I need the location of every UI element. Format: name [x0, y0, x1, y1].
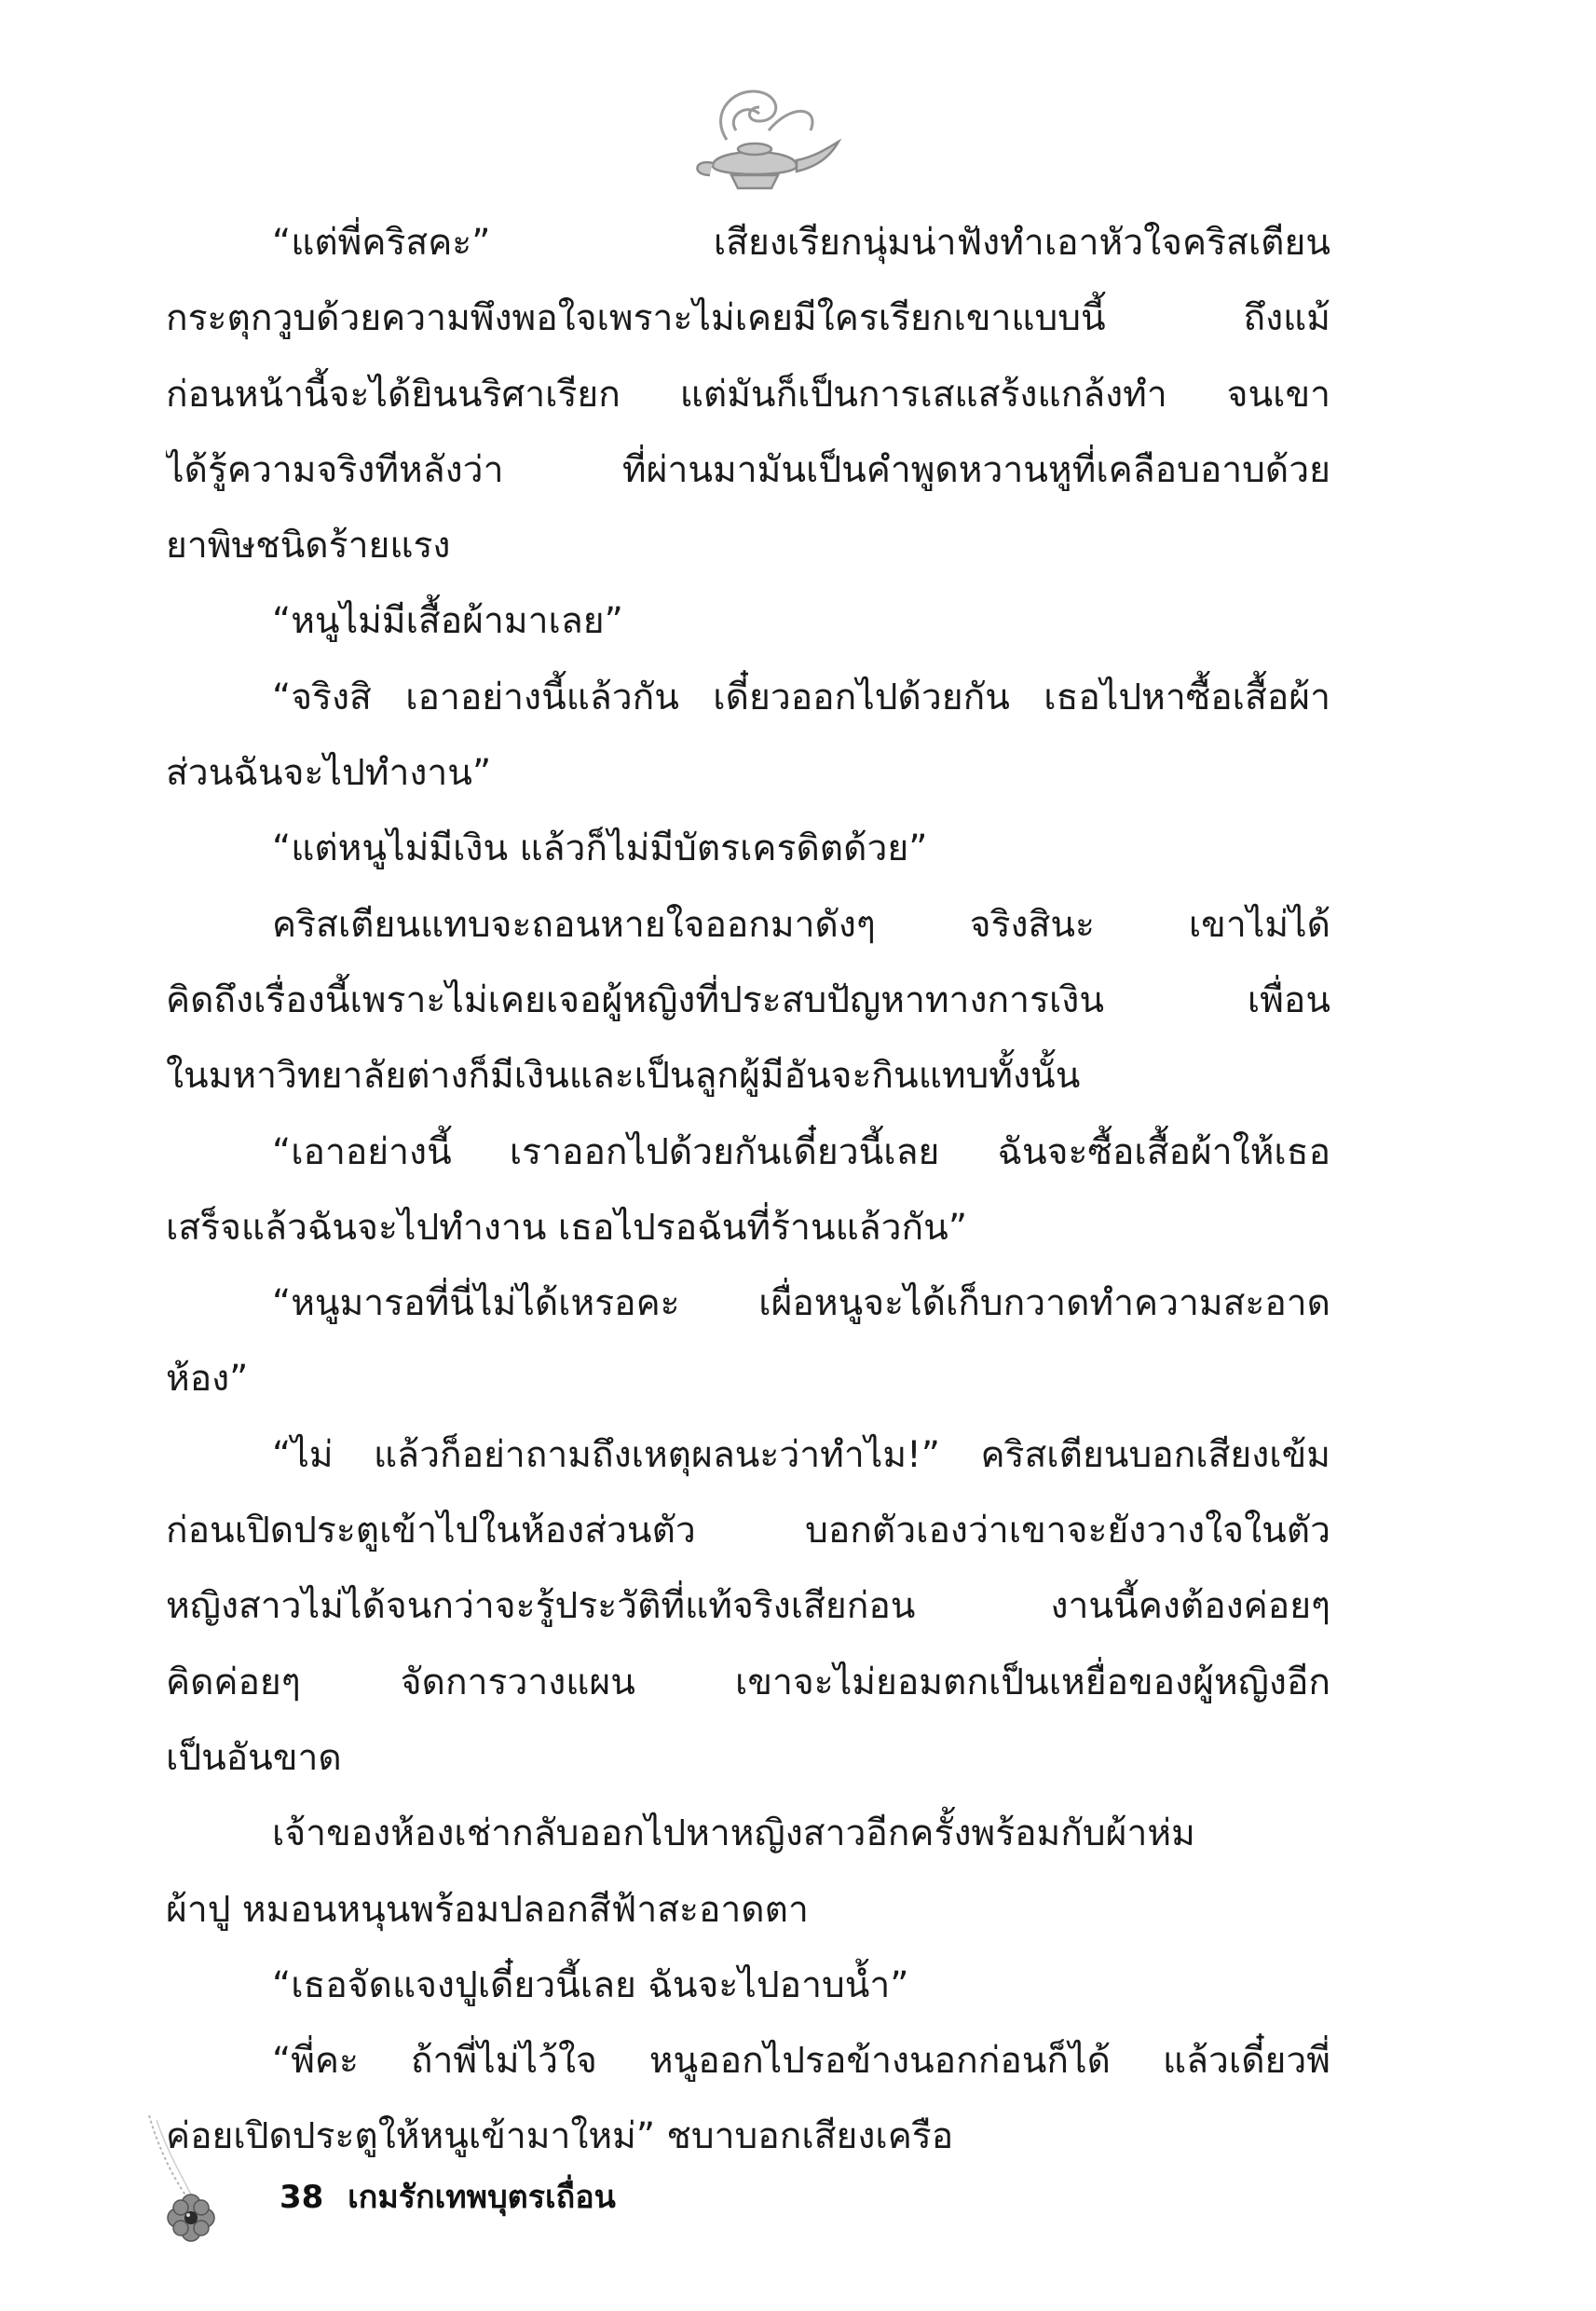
book-title: เกมรักเทพบุตรเถื่อน: [348, 2179, 616, 2216]
text-line: กระตุกวูบด้วยความพึงพอใจเพราะไม่เคยมีใครเรียกเขาแบบนี้ ถึงแม้: [166, 297, 1330, 340]
text-line: “หนูไม่มีเสื้อผ้ามาเลย”: [272, 600, 623, 643]
text-line: ค่อยเปิดประตูให้หนูเข้ามาใหม่” ชบาบอกเสียงเครือ: [166, 2115, 954, 2158]
text-line: ก่อนเปิดประตูเข้าไปในห้องส่วนตัว บอกตัวเองว่าเขาจะยังวางใจในตัว: [166, 1510, 1330, 1552]
text-line: ผ้าปู หมอนหนุนพร้อมปลอกสีฟ้าสะอาดตา: [166, 1888, 809, 1931]
page-number: 38: [280, 2179, 324, 2216]
page-footer: [280, 2171, 629, 2222]
text-line: ส่วนฉันจะไปทำงาน”: [166, 752, 492, 795]
text-line: “เอาอย่างนี้ เราออกไปด้วยกันเดี๋ยวนี้เลย ฉันจะซื้อเสื้อผ้าให้เธอ: [272, 1130, 1330, 1173]
text-line: “เธอจัดแจงปูเดี๋ยวนี้เลย ฉันจะไปอาบน้ำ”: [272, 1963, 909, 2006]
text-line: คริสเตียนแทบจะถอนหายใจออกมาดังๆ จริงสินะ เขาไม่ได้: [272, 903, 1330, 946]
text-line: ก่อนหน้านี้จะได้ยินนริศาเรียก แต่มันก็เป็นการเสแสร้งแกล้งทำ จนเขา: [166, 373, 1330, 416]
text-line: เจ้าของห้องเช่ากลับออกไปหาหญิงสาวอีกครั้งพร้อมกับผ้าห่ม: [272, 1812, 1195, 1855]
text-line: เป็นอันขาด: [166, 1736, 342, 1779]
text-line: ห้อง”: [166, 1358, 249, 1401]
text-line: “พี่คะ ถ้าพี่ไม่ไว้ใจ หนูออกไปรอข้างนอกก่อนก็ได้ แล้วเดี๋ยวพี่: [272, 2040, 1330, 2083]
flower-pendant-icon: [140, 2111, 242, 2250]
text-line: “จริงสิ เอาอย่างนี้แล้วกัน เดี๋ยวออกไปด้วยกัน เธอไปหาซื้อเสื้อผ้า: [272, 676, 1330, 718]
text-line: ยาพิษชนิดร้ายแรง: [166, 525, 451, 567]
genie-lamp-icon: [671, 75, 848, 205]
text-line: “แต่พี่คริสคะ” เสียงเรียกนุ่มน่าฟังทำเอาหัวใจคริสเตียน: [272, 222, 1330, 264]
chapter-body-text: [166, 205, 1330, 2175]
text-line: ในมหาวิทยาลัยต่างก็มีเงินและเป็นลูกผู้มีอันจะกินแทบทั้งนั้น: [166, 1055, 1081, 1098]
text-line: คิดถึงเรื่องนี้เพราะไม่เคยเจอผู้หญิงที่ประสบปัญหาทางการเงิน เพื่อน: [166, 978, 1330, 1021]
text-line: ได้รู้ความจริงทีหลังว่า ที่ผ่านมามันเป็นคำพูดหวานหูที่เคลือบอาบด้วย: [166, 448, 1330, 491]
text-line: “หนูมารอที่นี่ไม่ได้เหรอคะ เผื่อหนูจะได้เก็บกวาดทำความสะอาด: [272, 1282, 1330, 1325]
text-line: คิดค่อยๆ จัดการวางแผน เขาจะไม่ยอมตกเป็นเหยื่อของผู้หญิงอีก: [166, 1661, 1330, 1703]
text-line: เสร็จแล้วฉันจะไปทำงาน เธอไปรอฉันที่ร้านแล้วกัน”: [166, 1206, 968, 1249]
text-line: “ไม่ แล้วก็อย่าถามถึงเหตุผลนะว่าทำไม!” คริสเตียนบอกเสียงเข้ม: [272, 1433, 1330, 1476]
text-line: “แต่หนูไม่มีเงิน แล้วก็ไม่มีบัตรเครดิตด้วย”: [272, 827, 928, 870]
text-line: หญิงสาวไม่ได้จนกว่าจะรู้ประวัติที่แท้จริงเสียก่อน งานนี้คงต้องค่อยๆ: [166, 1585, 1330, 1628]
